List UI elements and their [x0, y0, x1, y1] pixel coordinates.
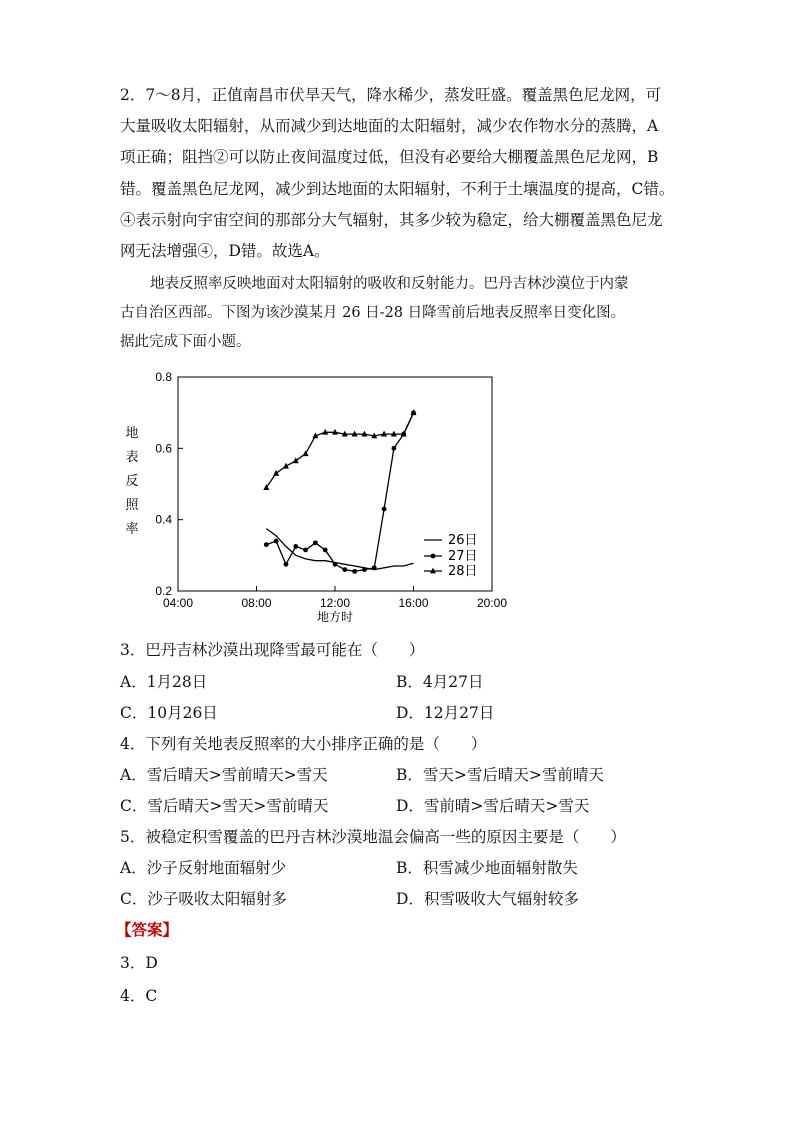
data-point-circle — [303, 548, 308, 553]
question-4-stem: 4．下列有关地表反照率的大小排序正确的是（ ） — [120, 735, 487, 753]
y-axis-label-char: 照 — [125, 498, 139, 513]
question-4-option-d: D．雪前晴>雪后晴天>雪天 — [396, 797, 590, 815]
series-line-27日 — [266, 413, 413, 572]
data-point-circle — [284, 562, 289, 567]
x-tick-label: 12:00 — [319, 596, 351, 610]
explanation-line: 大量吸收太阳辐射，从而减少到达地面的太阳辐射，减少农作物水分的蒸腾，A — [120, 117, 659, 136]
data-point-circle — [391, 446, 396, 451]
x-tick-label: 20:00 — [476, 596, 508, 610]
data-point-circle — [352, 569, 357, 574]
question-5-option-c: C．沙子吸收太阳辐射多 — [120, 890, 287, 908]
data-point-circle — [372, 565, 377, 570]
y-axis-label-char: 反 — [125, 474, 139, 489]
intro-paragraph — [120, 270, 675, 357]
explanation-paragraph — [120, 80, 675, 267]
question-3-option-c: C．10月26日 — [120, 704, 218, 722]
answer-item: 3．D — [120, 954, 158, 972]
data-point-circle — [264, 542, 269, 547]
question-5-stem: 5．被稳定积雪覆盖的巴丹吉林沙漠地温会偏高一些的原因主要是（ ） — [120, 828, 626, 846]
explanation-line: 2．7～8月，正值南昌市伏旱天气，降水稀少，蒸发旺盛。覆盖黑色尼龙网，可 — [120, 86, 662, 104]
data-point-circle — [382, 507, 387, 512]
y-tick-label: 0.8 — [155, 370, 172, 384]
data-point-circle — [293, 544, 298, 549]
legend-label: 27日 — [448, 549, 478, 564]
question-5-option-d: D．积雪吸收大气辐射较多 — [396, 890, 579, 908]
series-line-26日 — [266, 529, 413, 570]
plot-frame — [178, 377, 492, 591]
question-4-option-b: B．雪天>雪后晴天>雪前晴天 — [396, 766, 604, 784]
question-4-option-a: A．雪后晴天>雪前晴天>雪天 — [120, 766, 328, 784]
answer-heading: 【答案】 — [116, 920, 179, 939]
data-point-triangle — [273, 470, 279, 476]
explanation-line: 项正确；阻挡②可以防止夜间温度过低，但没有必要给大棚覆盖黑色尼龙网，B — [120, 148, 659, 167]
legend-label: 28日 — [448, 564, 478, 579]
data-point-circle — [342, 567, 347, 572]
data-point-circle — [323, 548, 328, 553]
x-tick-label: 08:00 — [241, 596, 272, 610]
legend-marker-circle — [431, 554, 436, 559]
series-line-28日 — [266, 413, 413, 488]
albedo-chart — [118, 366, 518, 628]
x-tick-label: 04:00 — [162, 596, 194, 610]
x-tick-label: 16:00 — [398, 596, 429, 610]
legend-label: 26日 — [448, 533, 478, 548]
x-axis-label: 地方时 — [316, 610, 354, 624]
intro-line: 古自治区西部。下图为该沙漠某月 26 日-28 日降雪前后地表反照率日变化图。 — [120, 305, 626, 321]
answer-item: 4．C — [120, 987, 158, 1005]
intro-line: 据此完成下面小题。 — [120, 334, 251, 350]
question-3-stem: 3．巴丹吉林沙漠出现降雪最可能在（ ） — [120, 641, 425, 659]
question-4-option-c: C．雪后晴天>雪天>雪前晴天 — [120, 797, 329, 815]
explanation-line: ④表示射向宇宙空间的那部分大气辐射，其多少较为稳定，给大棚覆盖黑色尼龙 — [120, 210, 663, 229]
question-5-option-a: A．沙子反射地面辐射少 — [120, 859, 287, 877]
question-3-option-b: B．4月27日 — [396, 673, 484, 691]
y-axis-label-char: 率 — [125, 522, 139, 537]
explanation-line: 网无法增强④，D错。故选A。 — [120, 242, 330, 261]
y-axis-label-char: 地 — [125, 426, 139, 441]
question-3-option-d: D．12月27日 — [396, 704, 495, 722]
y-tick-label: 0.2 — [155, 584, 172, 598]
intro-line: 地表反照率反映地面对太阳辐射的吸收和反射能力。巴丹吉林沙漠位于内蒙 — [150, 276, 629, 292]
y-tick-label: 0.4 — [155, 512, 172, 527]
explanation-line: 错。覆盖黑色尼龙网，减少到达地面的太阳辐射，不利于土壤温度的提高，C错。 — [120, 179, 675, 198]
data-point-triangle — [293, 457, 299, 463]
data-point-circle — [274, 539, 279, 544]
data-point-circle — [333, 562, 338, 567]
y-axis-label-char: 表 — [125, 450, 139, 465]
question-5-option-b: B．积雪减少地面辐射散失 — [396, 859, 578, 877]
data-point-circle — [313, 540, 318, 545]
y-tick-label: 0.6 — [155, 441, 172, 456]
data-point-circle — [362, 567, 367, 572]
question-3-option-a: A．1月28日 — [120, 673, 208, 691]
